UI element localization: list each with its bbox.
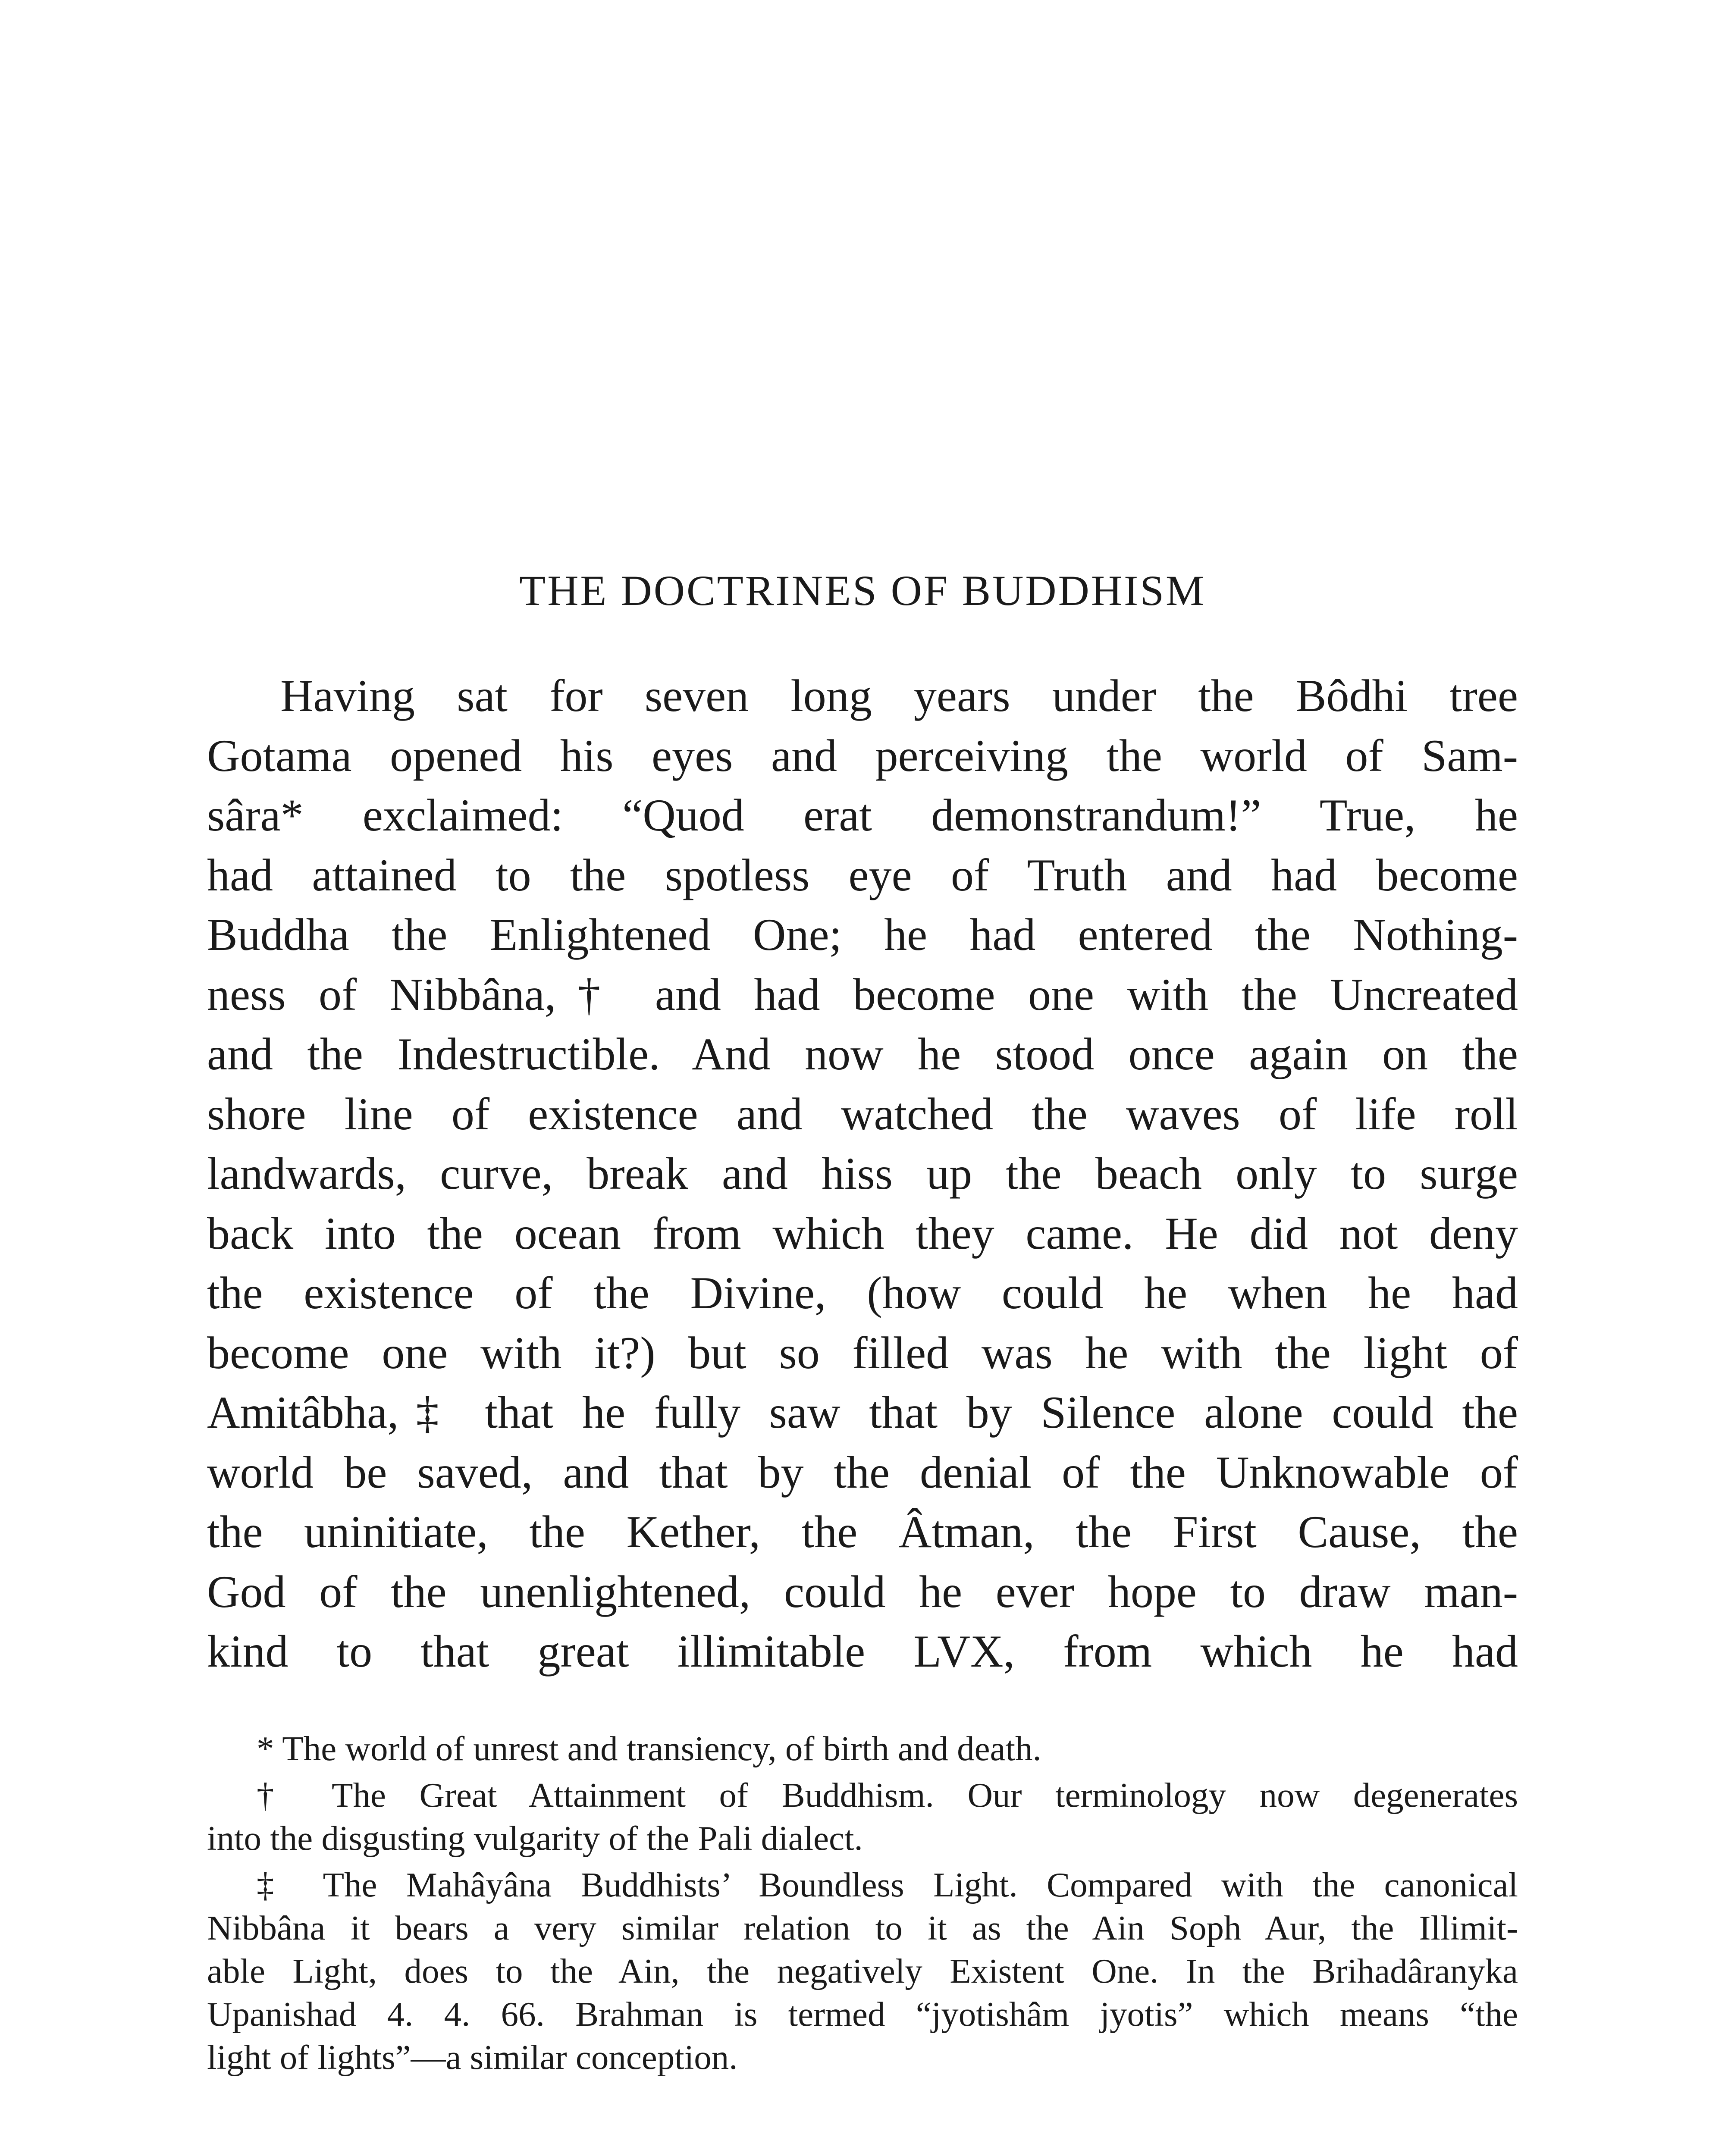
body-line: back into the ocean from which they came. He did not deny: [207, 1208, 1518, 1259]
footnote-samsara: [207, 1727, 1518, 1770]
footnote-line: light of lights”—a similar conception.: [207, 2038, 738, 2077]
footnotes: [207, 1727, 1518, 2082]
body-line: had attained to the spotless eye of Truth and had become: [207, 849, 1518, 900]
body-line: God of the unenlightened, could he ever hope to draw man-: [207, 1566, 1518, 1617]
body-line: ness of Nibbâna,† and had become one with the Uncreated: [207, 969, 1518, 1020]
body-line: Gotama opened his eyes and perceiving the world of Sam-: [207, 730, 1518, 781]
footnote-line: into the disgusting vulgarity of the Pali dialect.: [207, 1819, 863, 1858]
body-line: Having sat for seven long years under the Bôdhi tree: [280, 671, 1518, 721]
footnote-line: † The Great Attainment of Buddhism. Our terminology now degenerates: [257, 1776, 1518, 1814]
footnote-nibbana: [207, 1774, 1518, 1860]
footnote-line: Nibbâna it bears a very similar relation to it as the Ain Soph Aur, the Illimit-: [207, 1908, 1518, 1947]
body-line: sâra* exclaimed: “Quod erat demonstrandum!” True, he: [207, 790, 1518, 840]
body-line: world be saved, and that by the denial of the Unknowable of: [207, 1447, 1518, 1498]
footnote-amitabha: [207, 1863, 1518, 2079]
footnote-line: able Light, does to the Ain, the negatively Existent One. In the Brihadâranyka: [207, 1952, 1518, 1990]
body-line: the uninitiate, the Kether, the Âtman, the First Cause, the: [207, 1507, 1518, 1557]
footnote-line: * The world of unrest and transiency, of birth and death.: [257, 1729, 1041, 1768]
footnote-line: Upanishad 4. 4. 66. Brahman is termed “jyotishâm jyotis” which means “the: [207, 1995, 1518, 2034]
body-line: the existence of the Divine, (how could he when he had: [207, 1268, 1518, 1318]
body-line: Amitâbha,‡ that he fully saw that by Silence alone could the: [207, 1387, 1518, 1438]
body-line: kind to that great illimitable LVX, from which he had: [207, 1626, 1518, 1677]
body-line: landwards, curve, break and hiss up the beach only to surge: [207, 1148, 1518, 1199]
chapter-title: THE DOCTRINES OF BUDDHISM: [519, 567, 1206, 614]
body-line: become one with it?) but so filled was he with the light of: [207, 1327, 1518, 1378]
footnote-line: ‡ The Mahâyâna Buddhists’ Boundless Light. Compared with the canonical: [257, 1865, 1518, 1904]
body-line: and the Indestructible. And now he stood once again on the: [207, 1029, 1518, 1079]
body-text: [207, 666, 1518, 1682]
body-line: Buddha the Enlightened One; he had entered the Nothing-: [207, 909, 1518, 960]
body-line: shore line of existence and watched the waves of life roll: [207, 1088, 1518, 1139]
